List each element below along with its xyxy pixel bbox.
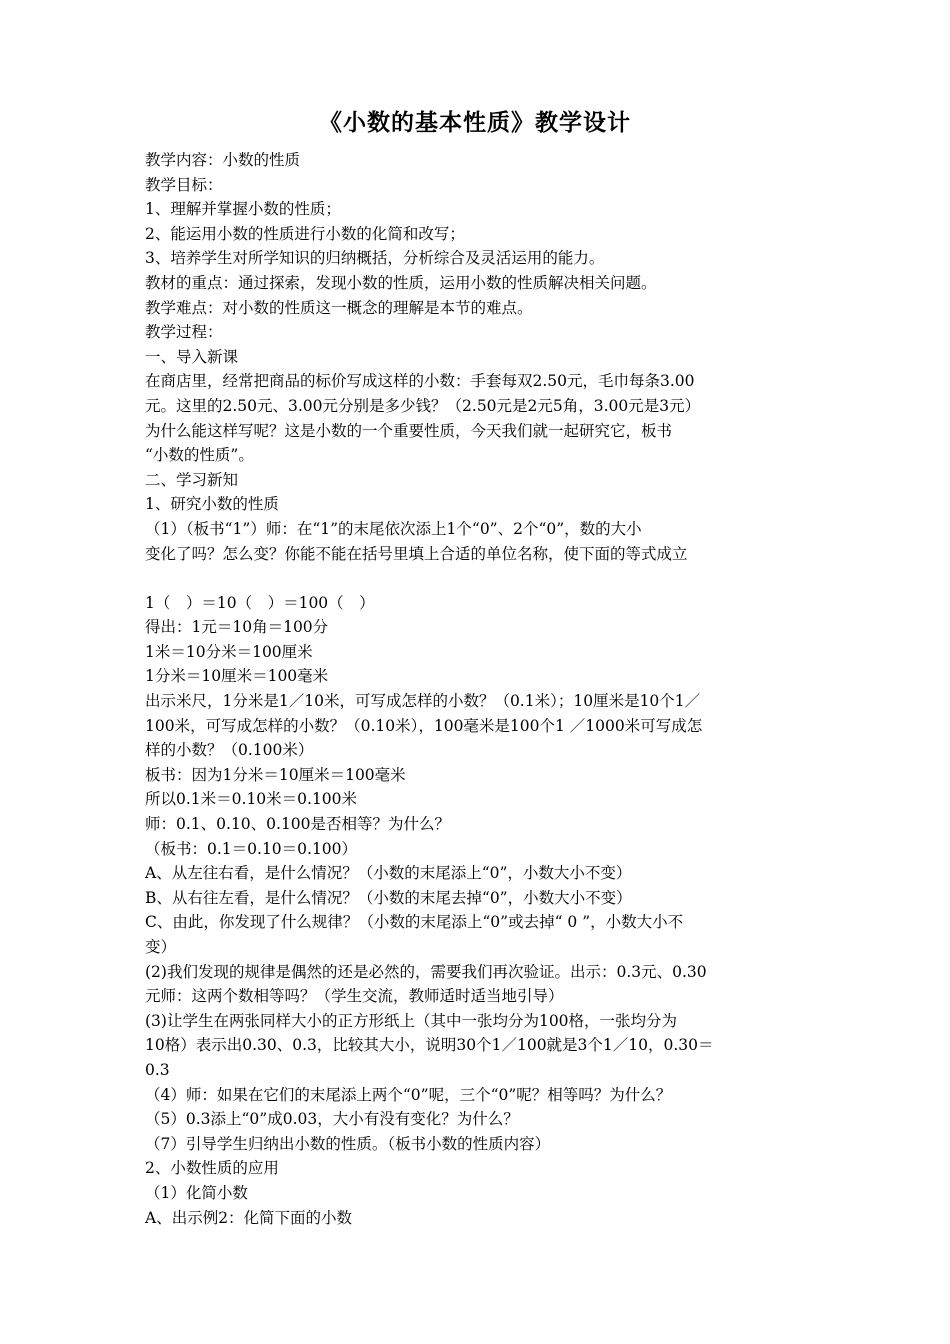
text-line: 板书：因为1分米＝10厘米＝100毫米 <box>145 765 406 784</box>
text-line: 0.3 <box>145 1060 170 1079</box>
document-body <box>145 148 813 1230</box>
text-line: 变） <box>145 938 177 956</box>
text-line: 1分米＝10厘米＝100毫米 <box>145 667 329 686</box>
document-title: 《小数的基本性质》教学设计 <box>319 109 631 136</box>
text-line: 1（ ）＝10（ ）＝100（ ） <box>145 593 375 612</box>
text-line: B、从右往左看，是什么情况？（小数的末尾去掉“0”，小数大小不变） <box>145 888 632 907</box>
text-line: 变化了吗？怎么变？你能不能在括号里填上合适的单位名称，使下面的等式成立 <box>145 544 688 563</box>
text-line: 样的小数？（0.100米） <box>145 741 314 760</box>
text-line: 得出：1元＝10角＝100分 <box>145 618 329 637</box>
text-line: 1、研究小数的性质 <box>145 495 279 514</box>
text-line: 教材的重点：通过探索，发现小数的性质，运用小数的性质解决相关问题。 <box>145 273 657 292</box>
text-line: 在商店里，经常把商品的标价写成这样的小数：手套每双2.50元，毛巾每条3.00 <box>145 372 695 391</box>
text-line: 元师：这两个数相等吗？（学生交流，教师适时适当地引导） <box>145 987 564 1006</box>
text-line: 师：0.1、0.10、0.100是否相等？为什么？ <box>145 815 451 834</box>
text-line: （板书：0.1＝0.10＝0.100） <box>145 839 358 858</box>
text-line: (2)我们发现的规律是偶然的还是必然的，需要我们再次验证。出示：0.3元、0.30 <box>145 962 707 981</box>
text-line: 2、能运用小数的性质进行小数的化简和改写； <box>145 224 465 243</box>
text-line: 2、小数性质的应用 <box>145 1159 279 1178</box>
text-line: 教学内容：小数的性质 <box>145 151 301 169</box>
text-line: 教学过程： <box>145 323 223 342</box>
text-line: （4）师：如果在它们的末尾添上两个“0”呢，三个“0”呢？相等吗？为什么？ <box>145 1085 672 1104</box>
text-line: 教学目标： <box>145 175 223 194</box>
text-line: (3)让学生在两张同样大小的正方形纸上（其中一张均分为100格，一张均分为 <box>145 1011 678 1030</box>
text-line: （1）（板书“1”）师：在“1”的末尾依次添上1个“0”、2个“0”，数的大小 <box>145 519 642 538</box>
text-line: （1）化简小数 <box>145 1183 248 1202</box>
text-line: 10格）表示出0.30、0.3，比较其大小，说明30个1／100就是3个1／10，0.30＝ <box>145 1036 714 1055</box>
text-line: 100米，可写成怎样的小数？（0.10米），100毫米是100个1 ／1000米可写成怎 <box>145 716 703 735</box>
text-line: （7）引导学生归纳出小数的性质。（板书小数的性质内容） <box>145 1134 551 1153</box>
text-line <box>145 566 813 591</box>
text-line: （5）0.3添上“0”成0.03，大小有没有变化？为什么？ <box>145 1110 519 1129</box>
text-line: 3、培养学生对所学知识的归纳概括，分析综合及灵活运用的能力。 <box>145 249 605 268</box>
text-line: 元。这里的2.50元、3.00元分别是多少钱？（2.50元是2元5角，3.00元是3元） <box>145 396 701 415</box>
text-line: 一、导入新课 <box>145 347 239 366</box>
text-line: 所以0.1米＝0.10米＝0.100米 <box>145 790 358 809</box>
text-line: “小数的性质”。 <box>145 446 254 465</box>
text-line: 1米＝10分米＝100厘米 <box>145 642 313 661</box>
text-line: 为什么能这样写呢？这是小数的一个重要性质，今天我们就一起研究它，板书 <box>145 421 673 440</box>
text-line: A、出示例2：化简下面的小数 <box>145 1208 353 1227</box>
text-line: C、由此，你发现了什么规律？（小数的末尾添上“0”或去掉“ 0 ”，小数大小不 <box>145 913 684 932</box>
text-line: 二、学习新知 <box>145 470 239 489</box>
text-line: A、从左往右看，是什么情况？（小数的末尾添上“0”，小数大小不变） <box>145 864 632 883</box>
text-line: 出示米尺，1分米是1／10米，可写成怎样的小数？（0.1米）；10厘米是10个1／ <box>145 692 701 711</box>
text-line: 教学难点：对小数的性质这一概念的理解是本节的难点。 <box>145 298 533 317</box>
text-line: 1、理解并掌握小数的性质； <box>145 200 341 219</box>
